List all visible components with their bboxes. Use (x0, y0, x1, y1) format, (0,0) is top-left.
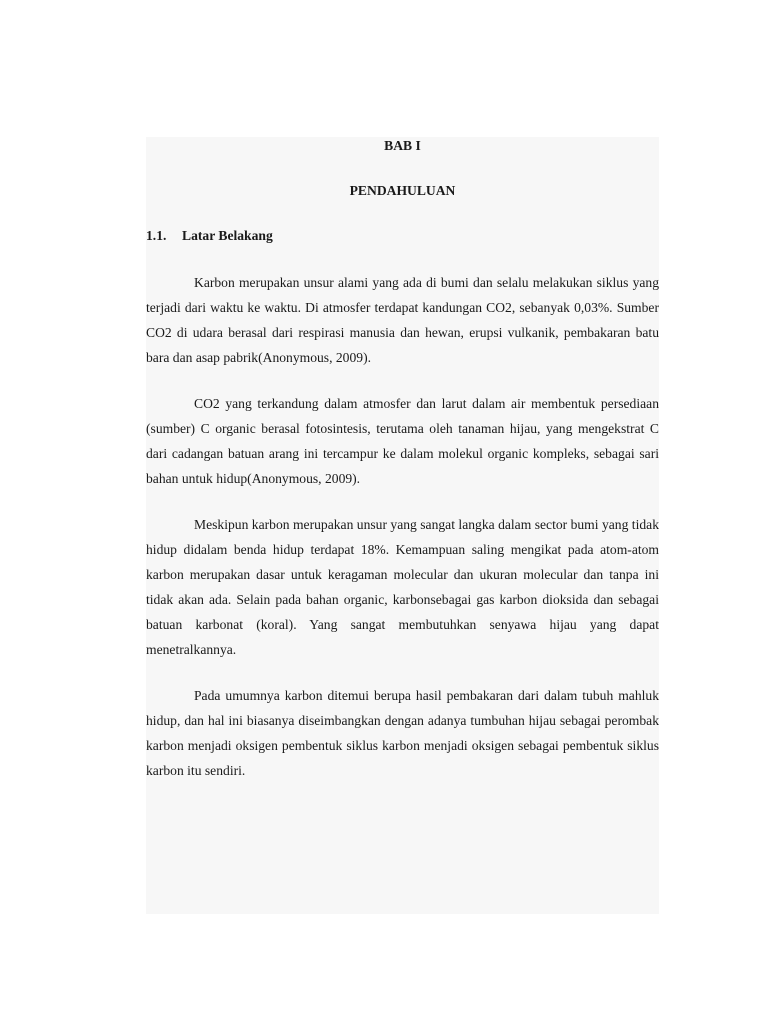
paragraph-1: Karbon merupakan unsur alami yang ada di bumi dan selalu melakukan siklus yang terjadi dari waktu ke waktu. Di atmosfer terdapat kandungan CO2, sebanyak 0,03%. Sumber CO2 di udara berasal dari respirasi manusia dan hewan, erupsi vulkanik, pembakaran batu bara dan asap pabrik(Anonymous, 2009). (146, 275, 659, 365)
section-title: Latar Belakang (182, 228, 273, 243)
paragraph-4: Pada umumnya karbon ditemui berupa hasil pembakaran dari dalam tubuh mahluk hidup, dan hal ini biasanya diseimbangkan dengan adanya tumbuhan hijau sebagai perombak karbon menjadi oksigen pembentuk siklus karbon menjadi oksigen sebagai pembentuk siklus karbon itu sendiri. (146, 688, 659, 778)
chapter-number: BAB I (384, 138, 421, 153)
chapter-title: PENDAHULUAN (349, 183, 456, 198)
paragraph-2: CO2 yang terkandung dalam atmosfer dan larut dalam air membentuk persediaan (sumber) C organic berasal fotosintesis, terutama oleh tanaman hijau, yang mengekstrat C dari cadangan batuan arang ini tercampur ke dalam molekul organic kompleks, sebagai sari bahan untuk hidup(Anonymous, 2009). (146, 396, 659, 486)
section-number: 1.1. (146, 228, 167, 243)
paragraph-3: Meskipun karbon merupakan unsur yang sangat langka dalam sector bumi yang tidak hidup didalam benda hidup terdapat 18%. Kemampuan saling mengikat pada atom-atom karbon merupakan dasar untuk keragaman molecular dan ukuran molecular dan tanpa ini tidak akan ada. Selain pada bahan organic, karbonsebagai gas karbon dioksida dan sebagai batuan karbonat (koral). Yang sangat membutuhkan senyawa hijau yang dapat menetralkannya. (146, 517, 659, 657)
section-heading (146, 228, 273, 244)
document-page (146, 137, 659, 914)
